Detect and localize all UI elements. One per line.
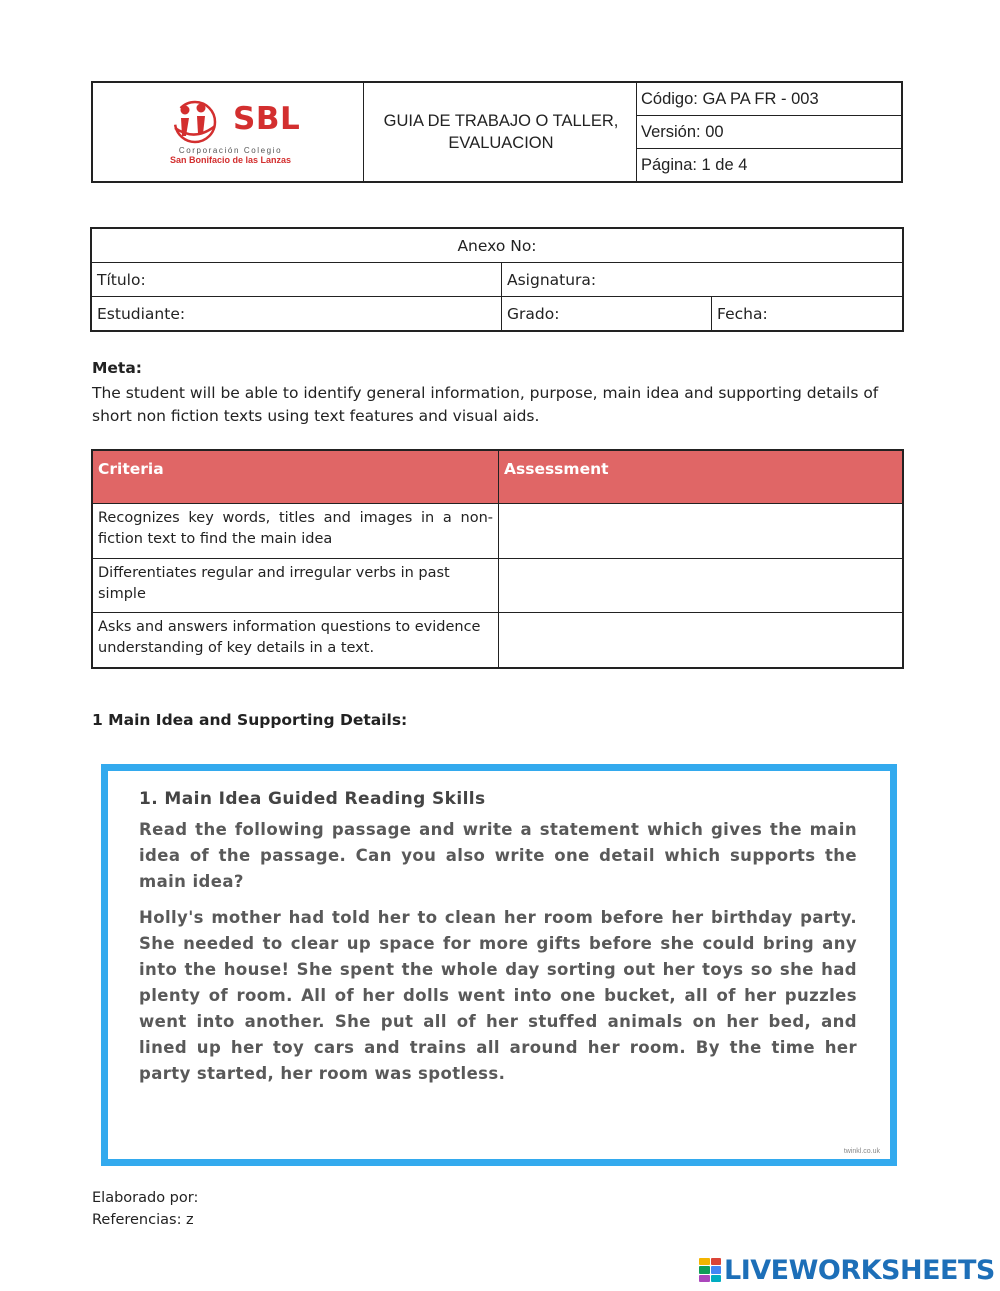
document-page: Página: 1 de 4 (637, 149, 903, 183)
goal-text: The student will be able to identify general information, purpose, main idea and supporting details of short non fiction texts using text features and visual aids. (92, 384, 879, 425)
document-header-table (91, 81, 903, 183)
school-corporation: Corporación Colegio (178, 146, 283, 155)
title-field[interactable]: Título: (91, 263, 502, 297)
school-emblem-icon (165, 98, 225, 146)
assessment-cell-2[interactable] (499, 559, 904, 613)
criteria-row-3: Asks and answers information questions to evidence understanding of key details in a text. (92, 613, 499, 668)
criteria-table (91, 449, 904, 669)
school-brand: SBL (233, 101, 301, 137)
reading-passage-card (101, 764, 897, 1166)
assessment-cell-1[interactable] (499, 504, 904, 559)
assessment-cell-3[interactable] (499, 613, 904, 668)
document-title-cell (364, 82, 637, 182)
document-code: Código: GA PA FR - 003 (637, 82, 903, 116)
goal-label: Meta: (92, 359, 143, 377)
document-version: Versión: 00 (637, 116, 903, 149)
criteria-header: Criteria (92, 450, 499, 504)
school-name: San Bonifacio de las Lanzas (169, 155, 292, 165)
criteria-row-2: Differentiates regular and irregular verbs in past simple (92, 559, 499, 613)
grade-field[interactable]: Grado: (502, 297, 712, 332)
student-field[interactable]: Estudiante: (91, 297, 502, 332)
liveworksheets-brand (699, 1256, 995, 1284)
criteria-row-1: Recognizes key words, titles and images in a non-fiction text to find the main idea (92, 504, 499, 559)
card-passage: Holly's mother had told her to clean her room before her birthday party. She needed to clear up space for more gifts before she could bring any into the house! She spent the whole day sorting out her toys so she had plenty of room. All of her dolls went into one bucket, all of her puzzles went into another. She put all of her stuffed animals on her bed, and lined up her toy cars and trains all around her room. By the time her party started, her room was spotless. (139, 908, 857, 1083)
author-label: Elaborado por: (92, 1190, 199, 1206)
card-title: 1. Main Idea Guided Reading Skills (139, 789, 486, 809)
liveworksheets-logo-icon (699, 1258, 721, 1282)
annex-field[interactable]: Anexo No: (91, 228, 903, 263)
liveworksheets-wordmark: LIVEWORKSHEETS (724, 1254, 995, 1286)
date-field[interactable]: Fecha: (712, 297, 904, 332)
section-heading: 1 Main Idea and Supporting Details: (92, 711, 408, 729)
student-info-table (90, 227, 904, 332)
assessment-header: Assessment (499, 450, 904, 504)
school-logo (93, 83, 363, 181)
references-label: Referencias: z (92, 1212, 194, 1228)
card-instructions: Read the following passage and write a statement which gives the main idea of the passage. Can you also write one detail which supports the main idea? (139, 820, 857, 891)
card-source: twinkl.co.uk (843, 1148, 880, 1155)
subject-field[interactable]: Asignatura: (502, 263, 904, 297)
school-logo-cell (92, 82, 364, 182)
document-title: GUIA DE TRABAJO O TALLER, EVALUACION (383, 112, 619, 152)
